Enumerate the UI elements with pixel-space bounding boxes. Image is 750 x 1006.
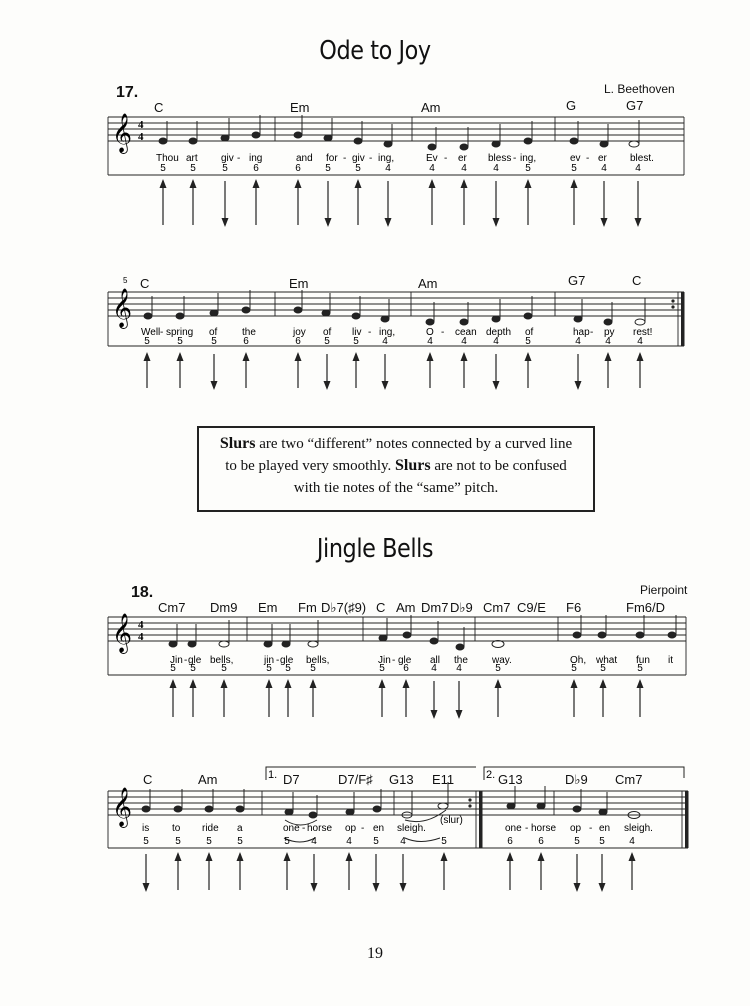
lyric: en [599,823,611,834]
treble-clef-icon: 𝄞 [112,288,133,328]
lyric: what [596,655,618,666]
arrow-up-icon [346,852,353,861]
hole-number: 5 [599,836,605,847]
lyric: and [296,153,313,164]
term: Slurs [395,457,431,474]
chord-symbol: C [632,273,642,288]
chord-symbol: Em [289,276,309,291]
lyric: - [441,327,445,338]
lyric: hap [573,327,590,338]
time-signature: 4 [138,619,144,631]
lyric: horse [531,823,557,834]
hole-number: 4 [605,336,611,347]
lyric: sleigh. [397,823,426,834]
hole-number: 5 [379,663,385,674]
note-text: with tie notes of the “same” pitch. [293,480,499,496]
hole-number: 5 [143,836,149,847]
lyric: - [444,153,448,164]
hole-number: 4 [575,336,581,347]
hole-number: 5 [571,163,577,174]
chord-symbol: C [143,772,153,787]
lyric: en [373,823,385,834]
lyric: - [513,153,517,164]
hole-number: 6 [538,836,544,847]
hole-number: 4 [637,336,643,347]
chord-symbol: Fm6/D [626,600,665,615]
arrow-up-icon [237,852,244,861]
lyric: er [598,153,607,164]
composer: L. Beethoven [604,82,675,96]
hole-number: 5 [373,836,379,847]
lyric: Jin [170,655,183,666]
lyric: - [160,327,164,338]
hole-number: 4 [400,836,406,847]
lyric: gle [398,655,412,666]
hole-number: 5 [160,163,166,174]
hole-number: 4 [431,663,437,674]
lyric: - [369,153,373,164]
arrow-down-icon [599,883,606,892]
lyric: - [589,823,593,834]
chord-symbol: Am [421,100,441,115]
hole-number: 4 [382,336,388,347]
lyric: gle [188,655,202,666]
hole-number: 5 [190,163,196,174]
lyric: bless [488,153,512,164]
lyric: jin [264,655,275,666]
lyric: a [237,823,243,834]
hole-number: 5 [222,163,228,174]
lyric: - [343,153,347,164]
hole-number: 4 [461,336,467,347]
chord-symbol: Cm7 [158,600,186,615]
lyric: for [326,153,338,164]
arrow-up-icon [629,852,636,861]
lyric: Well [141,327,161,338]
hole-number: 4 [635,163,641,174]
hole-number: 6 [403,663,409,674]
lyric: joy [293,327,306,338]
lyric: Oh, [570,655,587,666]
hole-number: 4 [461,163,467,174]
hole-number: 6 [243,336,249,347]
treble-clef-icon: 𝄞 [112,787,133,827]
term: Slurs [219,435,256,452]
lyric: ev [570,153,581,164]
lyric: ing, [520,153,537,164]
hole-number: 6 [295,163,301,174]
hole-number: 5 [574,836,580,847]
lyric: all [430,655,441,666]
lyric: - [184,655,188,666]
svg-text:4: 4 [138,631,144,643]
arrow-up-icon [206,852,213,861]
treble-clef-icon: 𝄞 [112,613,133,653]
lyric: - [237,153,241,164]
lyric: to [172,823,181,834]
arrow-up-icon [441,852,448,861]
lyric: - [302,823,306,834]
time-signature: 4 [138,119,144,131]
chord-symbol: Am [418,276,438,291]
hole-number: 5 [221,663,227,674]
lyric: - [392,655,396,666]
hole-number: 4 [346,836,352,847]
lyric: spring [166,327,194,338]
note-text: to be played very smoothly. [225,458,396,474]
lyric: of [323,327,332,338]
song-title: Jingle Bells [316,534,434,564]
hole-number: 4 [429,163,435,174]
hole-number: 5 [211,336,217,347]
lyric: one [505,823,522,834]
chord-symbol: G [566,98,577,113]
hole-number: 4 [493,336,499,347]
hole-number: 5 [175,836,181,847]
chord-symbol: E11 [432,772,455,787]
hole-number: 5 [310,663,316,674]
lyric: Thou [156,153,179,164]
chord-symbol: C [376,600,386,615]
hole-number: 5 [495,663,501,674]
chord-symbol: D♭9 [450,600,473,615]
lyric: - [368,327,372,338]
chord-symbol: Dm9 [210,600,238,615]
hole-number: 5 [571,663,577,674]
lyric: of [209,327,218,338]
hole-number: 5 [144,336,150,347]
arrow-down-icon [373,883,380,892]
lyric: gle [280,655,294,666]
chord-symbol: D♭9 [565,772,588,787]
chord-symbol: D7 [283,772,300,787]
lyric: ing, [379,327,396,338]
hole-number: 5 [170,663,176,674]
arrow-down-icon [400,883,407,892]
hole-number: 5 [284,836,290,847]
lyric: - [525,823,529,834]
lyric: - [276,655,280,666]
chord-symbol: G7 [568,273,586,288]
lyric: depth [486,327,512,338]
chord-symbol: Cm7 [615,772,643,787]
ending-number: 2. [486,769,496,781]
note-text: are not to be confused [430,458,567,474]
chord-symbol: Cm7 [483,600,511,615]
chord-symbol: G7 [626,98,644,113]
arrow-up-icon [284,852,291,861]
lyric: fun [636,655,650,666]
hole-number: 4 [311,836,317,847]
chord-symbol: Em [290,100,310,115]
arrow-up-icon [175,852,182,861]
lyric: one [283,823,300,834]
measure-number: 5 [123,276,128,285]
chord-symbol: G13 [389,772,414,787]
hole-number: 5 [525,336,531,347]
hole-number: 5 [324,336,330,347]
hole-number: 5 [637,663,643,674]
note-text: are two “different” notes connected by a curved line [255,436,573,452]
hole-number: 4 [629,836,635,847]
lyric: - [361,823,365,834]
lyric: Jin [378,655,391,666]
hole-number: 4 [601,163,607,174]
composer: Pierpoint [640,583,688,597]
chord-symbol: D♭7(♯9) [321,600,367,615]
slur-label: (slur) [440,815,463,826]
lyric: way. [492,655,512,666]
lyric: it [668,655,673,666]
hole-number: 6 [295,336,301,347]
hole-number: 5 [325,163,331,174]
hole-number: 6 [253,163,259,174]
chord-symbol: G13 [498,772,523,787]
lyric: bells, [306,655,330,666]
lyric: rest! [633,327,653,338]
lyric: the [242,327,256,338]
lyric: is [142,823,150,834]
lyric: ing, [378,153,395,164]
lyric: the [454,655,468,666]
hole-number: 5 [206,836,212,847]
lyric: - [586,153,590,164]
lyric: Ev [426,153,438,164]
treble-clef-icon: 𝄞 [112,113,133,153]
hole-number: 5 [525,163,531,174]
hole-number: 6 [507,836,513,847]
hole-number: 5 [237,836,243,847]
hole-number: 5 [355,163,361,174]
hole-number: 5 [600,663,606,674]
chord-symbol: C9/E [517,600,546,615]
song-number: 17. [116,84,139,101]
lyric: O [426,327,434,338]
chord-symbol: Em [258,600,278,615]
chord-symbol: C [154,100,164,115]
arrow-down-icon [574,883,581,892]
song-title: Ode to Joy [319,36,431,66]
chord-symbol: Dm7 [421,600,449,615]
chord-symbol: F6 [566,600,582,615]
page-number: 19 [367,945,383,962]
lyric: art [186,153,198,164]
lyric: giv [352,153,365,164]
hole-number: 5 [353,336,359,347]
hole-number: 5 [190,663,196,674]
hole-number: 5 [177,336,183,347]
lyric: py [604,327,615,338]
chord-symbol: Am [396,600,416,615]
arrow-up-icon [507,852,514,861]
ending-number: 1. [268,769,278,781]
lyric: bells, [210,655,234,666]
lyric: of [525,327,534,338]
lyric: sleigh. [624,823,653,834]
chord-symbol: C [140,276,150,291]
lyric: giv [221,153,234,164]
hole-number: 4 [427,336,433,347]
lyric: horse [307,823,333,834]
lyric: blest. [630,153,654,164]
lyric: cean [455,327,477,338]
chord-symbol: Am [198,772,218,787]
lyric: liv [352,327,362,338]
arrow-up-icon [538,852,545,861]
lyric: op [570,823,582,834]
hole-number: 4 [456,663,462,674]
hole-number: 5 [266,663,272,674]
hole-number: 4 [385,163,391,174]
hole-number: 5 [441,836,447,847]
lyric: ing [249,153,263,164]
song-number: 18. [131,584,154,601]
lyric: er [458,153,467,164]
svg-text:4: 4 [138,131,144,143]
hole-number: 5 [285,663,291,674]
chord-symbol: Fm [298,600,317,615]
lyric: op [345,823,357,834]
hole-number: 4 [493,163,499,174]
lyric: - [590,327,594,338]
lyric: ride [202,823,219,834]
chord-symbol: D7/F♯ [338,772,373,787]
arrow-down-icon [143,883,150,892]
arrow-down-icon [311,883,318,892]
